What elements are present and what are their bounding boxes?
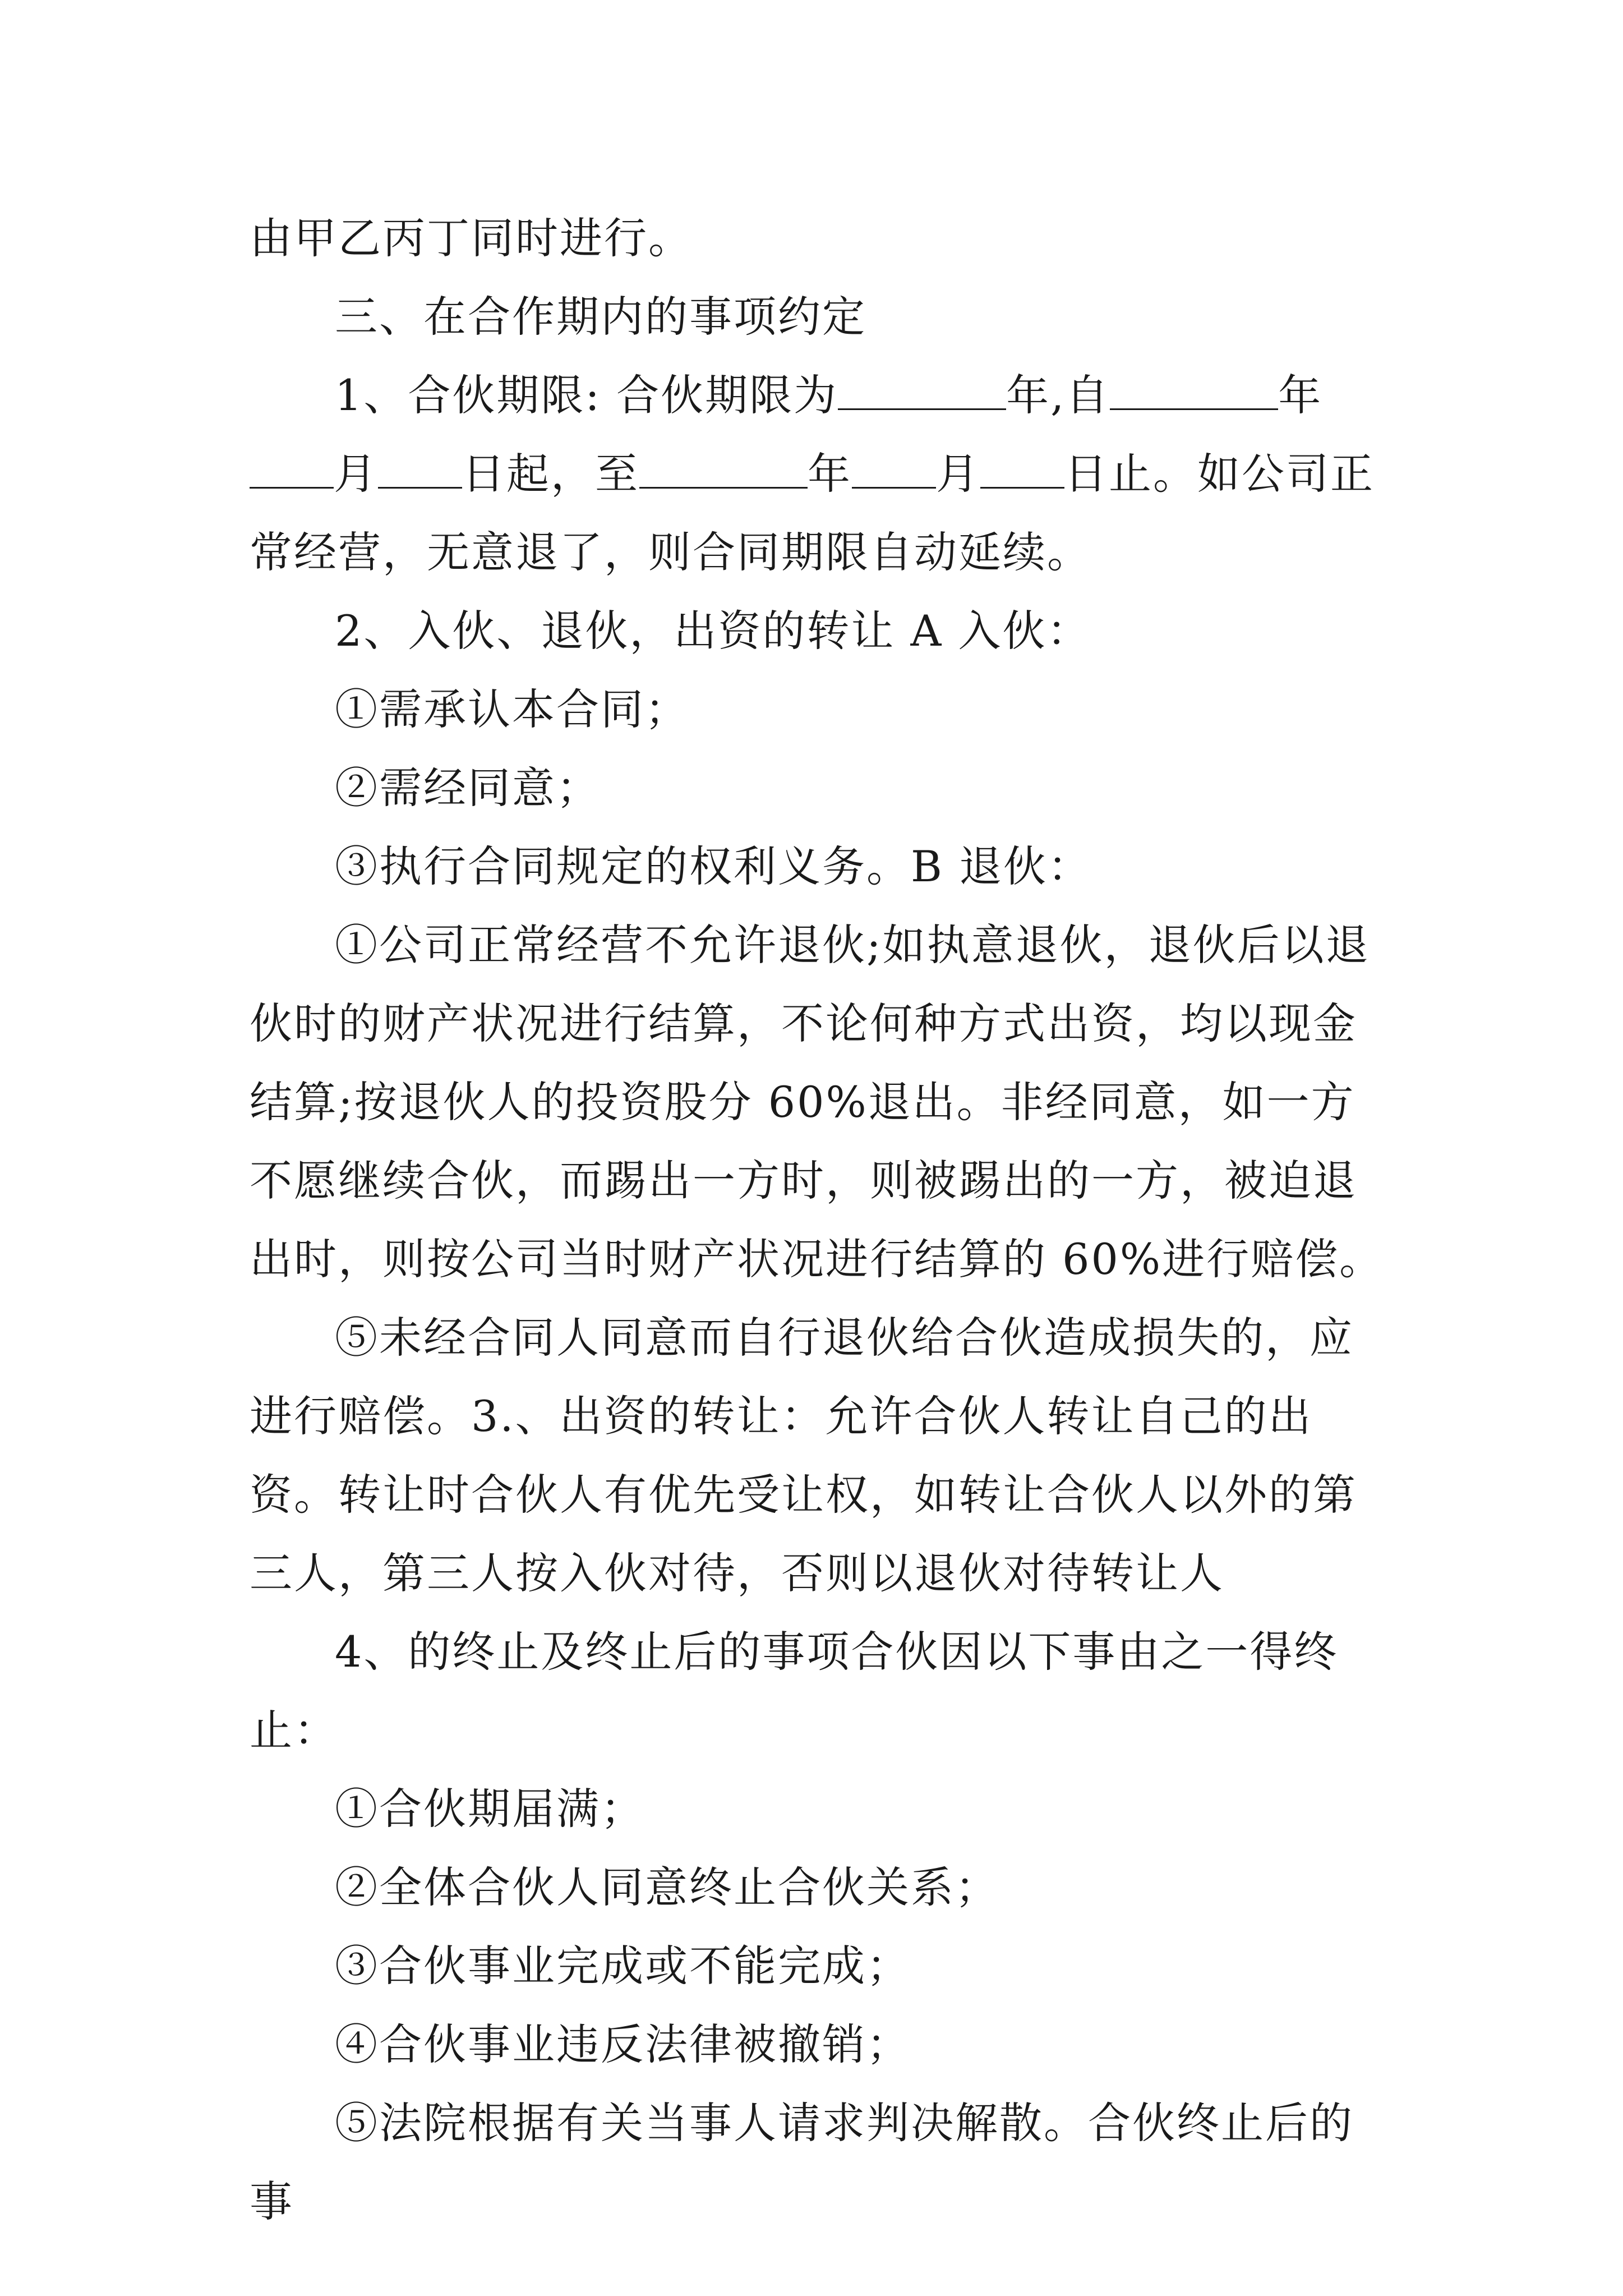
blank-line: [378, 452, 462, 489]
clause-term-text-6: 年: [808, 449, 852, 499]
clause-term-text-3: 年: [1278, 370, 1323, 420]
list-item: ④合伙事业违反法律被撤销；: [335, 2019, 911, 2069]
paragraph-continuation: 由甲乙丙丁同时进行。: [250, 213, 693, 263]
document-body: [250, 199, 1385, 2241]
clause-withdrawal: ①公司正常经营不允许退伙;如执意退伙，退伙后以退伙时的财产状况进行结算，不论何种方式出资，均以现金结算;按退伙人的投资股分 60%退出。非经同意，如一方不愿继续合伙，而踢出一方时，则被踢出的一方，被迫退出时，则按公司当时财产状况进行结算的 60%进行赔偿。: [250, 920, 1384, 1284]
clause-term-text-2: 年,自: [1006, 370, 1110, 420]
list-item: ①合伙期届满；: [335, 1784, 645, 1834]
list-item: ②全体合伙人同意终止合伙关系；: [335, 1862, 999, 1912]
clause-term-text-1: 1、合伙期限: 合伙期限为: [335, 370, 838, 420]
blank-line: [852, 452, 936, 489]
list-item: ②需经同意；: [335, 763, 601, 813]
list-item: ③合伙事业完成或不能完成；: [335, 1941, 911, 1991]
clause-term-text-7: 月: [936, 449, 980, 499]
clause-admission-heading: 2、入伙、退伙，出资的转让 A 入伙：: [335, 606, 1091, 656]
clause-compensation: ⑤未经合同人同意而自行退伙给合伙造成损失的，应进行赔偿。3.、出资的转让：允许合伙人转让自己的出资。转让时合伙人有优先受让权，如转让合伙人以外的第三人，第三人按入伙对待，否则以退伙对待转让人: [250, 1313, 1357, 1598]
clause-term-text-4: 月: [334, 449, 378, 499]
list-item: ⑤法院根据有关当事人请求判决解散。合伙终止后的事: [250, 2098, 1354, 2226]
list-item: ①需承认本合同；: [335, 684, 689, 734]
section-heading: 三、在合作期内的事项约定: [335, 292, 866, 342]
blank-line: [639, 452, 808, 489]
clause-term: [250, 356, 1385, 592]
list-item: ③执行合同规定的权利义务。B 退伙：: [335, 841, 1092, 891]
blank-line: [250, 452, 334, 489]
clause-term-text-8: 日止。如公司正常经营，无意退了，则合同期限自动延续。: [250, 449, 1375, 577]
clause-termination-heading: 4、的终止及终止后的事项合伙因以下事由之一得终止：: [250, 1627, 1339, 1755]
blank-line: [1110, 374, 1278, 410]
clause-term-text-5: 日起，至: [462, 449, 639, 499]
blank-line: [980, 452, 1064, 489]
blank-line: [838, 374, 1006, 410]
